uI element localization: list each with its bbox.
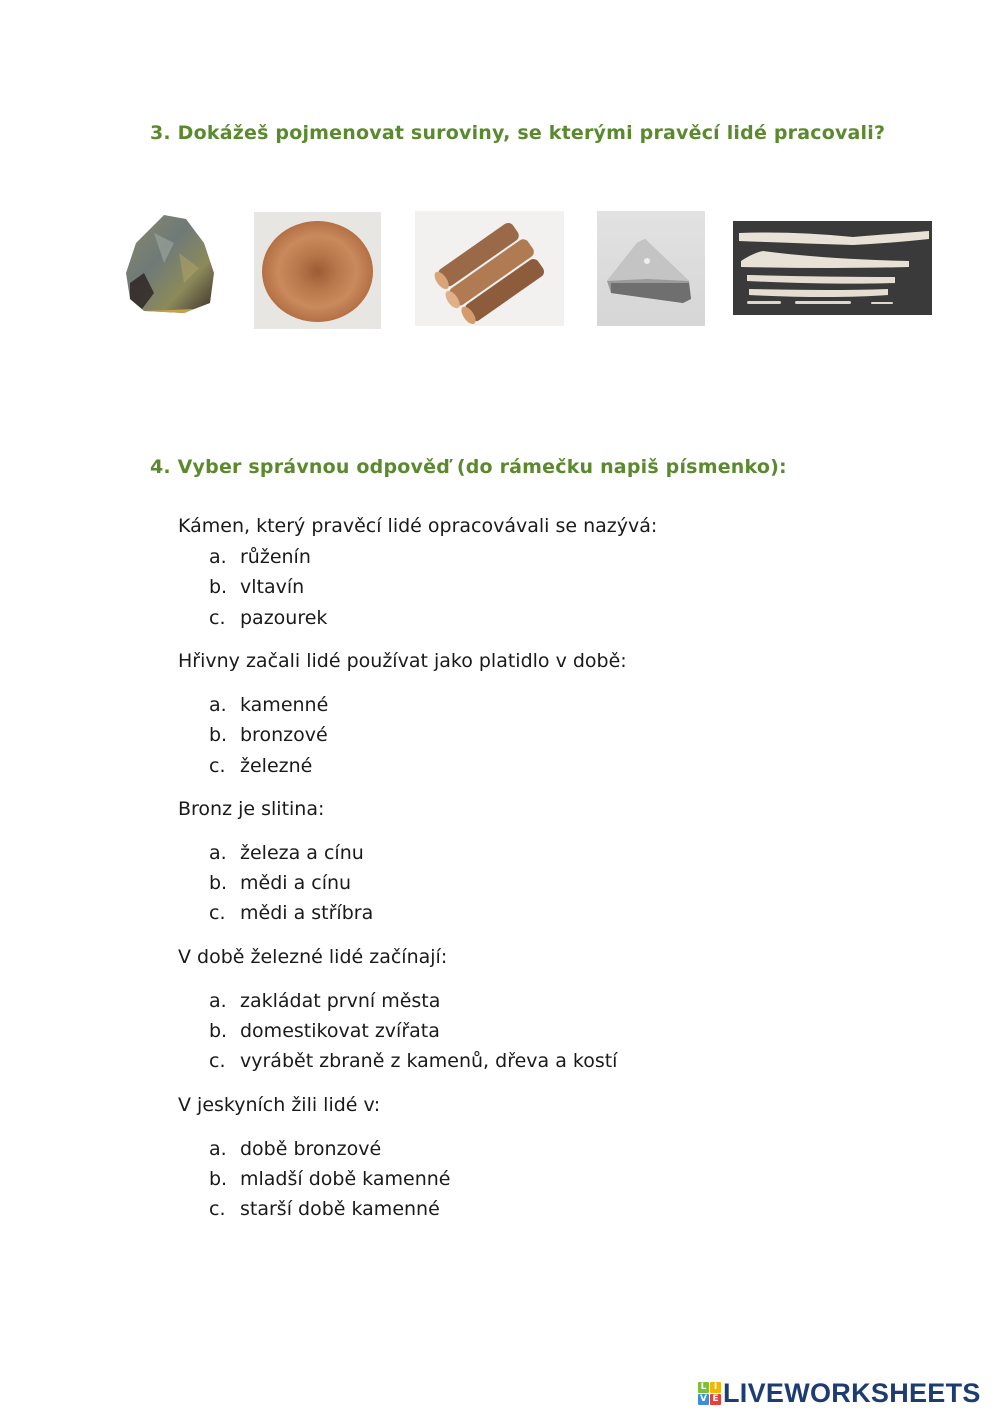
option-letter: b. <box>209 1020 228 1042</box>
option-letter: b. <box>209 1168 228 1190</box>
option-text: době bronzové <box>240 1138 382 1160</box>
metal-ingot-icon <box>597 211 705 326</box>
answer-option[interactable] <box>209 1020 440 1042</box>
liveworksheets-logo[interactable] <box>698 1379 981 1407</box>
answer-option[interactable] <box>209 755 312 777</box>
question-text: V době železné lidé začínají: <box>178 946 448 968</box>
option-letter: b. <box>209 724 228 746</box>
option-letter: a. <box>209 546 227 568</box>
answer-option[interactable] <box>209 990 440 1012</box>
option-text: kamenné <box>240 694 329 716</box>
firewood-icon <box>415 211 564 326</box>
question-3-heading: 3. Dokážeš pojmenovat suroviny, se kterými pravěcí lidé pracovali? <box>150 122 886 144</box>
logo-block-l: L <box>698 1382 709 1393</box>
answer-option[interactable] <box>209 1138 381 1160</box>
question-text: V jeskyních žili lidé v: <box>178 1094 381 1116</box>
answer-option[interactable] <box>209 902 373 924</box>
answer-option[interactable] <box>209 694 328 716</box>
option-text: železné <box>240 755 313 777</box>
answer-option[interactable] <box>209 842 364 864</box>
question-text: Hřivny začali lidé používat jako platidlo v době: <box>178 650 627 672</box>
option-letter: a. <box>209 990 227 1012</box>
option-text: mladší době kamenné <box>240 1168 451 1190</box>
logo-text: LIVEWORKSHEETS <box>723 1377 981 1408</box>
copper-image <box>254 212 381 329</box>
option-letter: c. <box>209 1198 226 1220</box>
bones-image <box>733 221 932 315</box>
wood-image <box>415 211 564 326</box>
option-text: mědi a cínu <box>240 872 352 894</box>
option-text: železa a cínu <box>240 842 364 864</box>
flint-stone-icon <box>124 213 216 317</box>
answer-option[interactable] <box>209 1168 450 1190</box>
option-text: starší době kamenné <box>240 1198 440 1220</box>
answer-option[interactable] <box>209 724 328 746</box>
option-text: domestikovat zvířata <box>240 1020 440 1042</box>
flint-image <box>124 213 216 317</box>
answer-option[interactable] <box>209 576 304 598</box>
option-letter: a. <box>209 694 227 716</box>
option-letter: b. <box>209 576 228 598</box>
answer-option[interactable] <box>209 1198 440 1220</box>
option-text: pazourek <box>240 607 328 629</box>
option-text: mědi a stříbra <box>240 902 374 924</box>
answer-option[interactable] <box>209 546 311 568</box>
question-text: Kámen, který pravěcí lidé opracovávali se nazývá: <box>178 515 658 537</box>
option-text: vyrábět zbraně z kamenů, dřeva a kostí <box>240 1050 618 1072</box>
tin-image <box>597 211 705 326</box>
option-letter: c. <box>209 902 226 924</box>
question-4-heading: 4. Vyber správnou odpověď (do rámečku napiš písmenko): <box>150 456 787 478</box>
option-text: vltavín <box>240 576 305 598</box>
option-letter: c. <box>209 1050 226 1072</box>
option-letter: b. <box>209 872 228 894</box>
option-text: růženín <box>240 546 311 568</box>
logo-block-i: I <box>710 1382 721 1393</box>
logo-block-v: V <box>698 1394 709 1405</box>
option-letter: c. <box>209 607 226 629</box>
option-letter: a. <box>209 842 227 864</box>
answer-option[interactable] <box>209 607 327 629</box>
question-text: Bronz je slitina: <box>178 798 325 820</box>
answer-option[interactable] <box>209 872 351 894</box>
logo-block-e: E <box>710 1394 721 1405</box>
bones-icon <box>733 221 932 315</box>
live-blocks-icon <box>698 1382 721 1405</box>
option-text: bronzové <box>240 724 328 746</box>
answer-option[interactable] <box>209 1050 617 1072</box>
option-text: zakládat první města <box>240 990 441 1012</box>
copper-disc-icon <box>262 221 373 322</box>
option-letter: c. <box>209 755 226 777</box>
option-letter: a. <box>209 1138 227 1160</box>
